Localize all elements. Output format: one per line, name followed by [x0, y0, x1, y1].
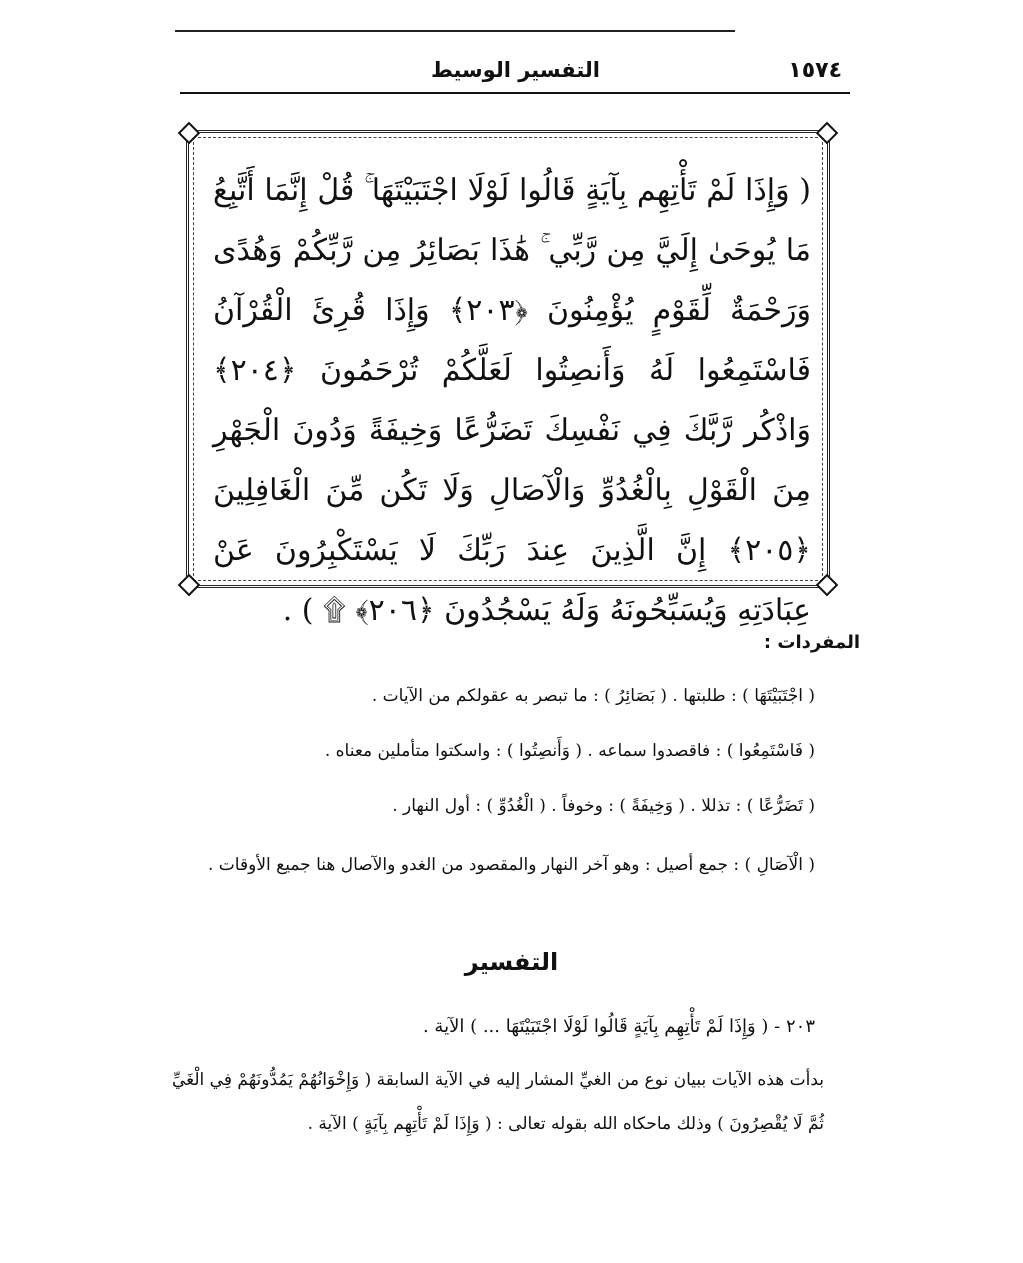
vocabulary-item: ( فَاسْتَمِعُوا ) : فاقصدوا سماعه . ( وَأَنصِتُوا ) : واسكتوا متأملين معناه .	[324, 741, 815, 761]
vocabulary-item: ( اجْتَبَيْتَهَا ) : طلبتها . ( بَصَائِرُ ) : ما تبصر به عقولكم من الآيات .	[371, 686, 815, 706]
quran-passage-frame	[186, 130, 830, 628]
vocabulary-item: ( تَضَرُّعًا ) : تذللا . ( وَخِيفَةً ) : وخوفاً . ( الْغُدُوِّ ) : أول النهار .	[392, 796, 815, 816]
frame-ornament	[178, 574, 201, 597]
vocabulary-item: ( الْآصَالِ ) : جمع أصيل : وهو آخر النهار والمقصود من الغدو والآصال هنا جميع الأوقات .	[208, 855, 815, 875]
page-number: ١٥٧٤	[788, 58, 842, 83]
tafsir-heading: التفسير	[464, 948, 559, 976]
commentary-paragraph: بدأت هذه الآيات ببيان نوع من الغيِّ المشار إليه في الآية السابقة ( وَإِخْوَانُهُمْ يَمُدُّونَهُمْ فِي الْغَيِّ ثُمَّ لَا يُقْصِرُونَ ) وذلك ماحكاه الله بقوله تعالى : ( وَإِذَا لَمْ تَأْتِهِم بِآيَةٍ ) الآية .	[172, 1070, 824, 1134]
verse-reference: ٢٠٣ - ( وَإِذَا لَمْ تَأْتِهِم بِآيَةٍ قَالُوا لَوْلَا اجْتَبَيْتَهَا ... ) الآية .	[422, 1016, 815, 1037]
frame-ornament	[816, 122, 839, 145]
running-title: التفسير الوسيط	[430, 58, 600, 82]
page-header	[180, 58, 850, 94]
vocabulary-list	[175, 676, 815, 904]
top-rule	[175, 30, 735, 32]
vocabulary-heading: المفردات :	[763, 632, 860, 653]
frame-ornament	[816, 574, 839, 597]
quran-passage-text: ( وَإِذَا لَمْ تَأْتِهِم بِآيَةٍ قَالُوا لَوْلَا اجْتَبَيْتَهَا ۚ قُلْ إِنَّمَا أَتَّبِعُ مَا يُوحَىٰ إِلَيَّ مِن رَّبِّي ۚ هَٰذَا بَصَائِرُ مِن رَّبِّكُمْ وَهُدًى وَرَحْمَةٌ لِّقَوْمٍ يُؤْمِنُونَ ﴿٢٠٣﴾ وَإِذَا قُرِئَ الْقُرْآنُ فَاسْتَمِعُوا لَهُ وَأَنصِتُوا لَعَلَّكُمْ تُرْحَمُونَ ﴿٢٠٤﴾ وَاذْكُر رَّبَّكَ فِي نَفْسِكَ تَضَرُّعًا وَخِيفَةً وَدُونَ الْجَهْرِ مِنَ الْقَوْلِ بِالْغُدُوِّ وَالْآصَالِ وَلَا تَكُن مِّنَ الْغَافِلِينَ ﴿٢٠٥﴾ إِنَّ الَّذِينَ عِندَ رَبِّكَ لَا يَسْتَكْبِرُونَ عَنْ عِبَادَتِهِ وَيُسَبِّحُونَهُ وَلَهُ يَسْجُدُونَ ﴿٢٠٦﴾ ۩ ) .	[213, 173, 812, 628]
frame-ornament	[178, 122, 201, 145]
